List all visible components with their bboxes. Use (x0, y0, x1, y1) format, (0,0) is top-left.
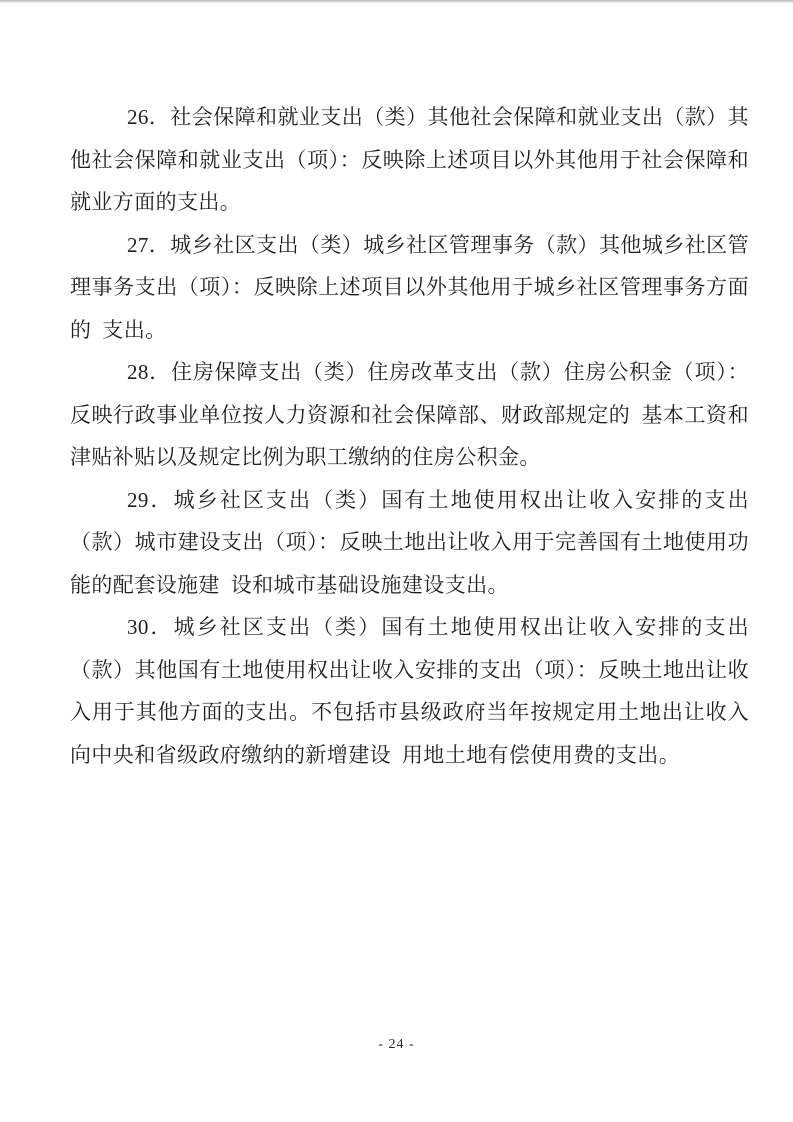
body-text (70, 96, 749, 776)
paragraph-27: 27．城乡社区支出（类）城乡社区管理事务（款）其他城乡社区管理事务支出（项）：反映除上述项目以外其他用于城乡社区管理事务方面的 支出。 (70, 232, 749, 342)
scan-edge-artifact (0, 0, 793, 3)
paragraph-29: 29．城乡社区支出（类）国有土地使用权出让收入安排的支出（款）城市建设支出（项）：反映土地出让收入用于完善国有土地使用功能的配套设施建 设和城市基础设施建设支出。 (70, 487, 749, 597)
page-number: - 24 - (378, 1037, 415, 1052)
paragraph-28: 28．住房保障支出（类）住房改革支出（款）住房公积金（项）：反映行政事业单位按人力资源和社会保障部、财政部规定的 基本工资和津贴补贴以及规定比例为职工缴纳的住房公积金。 (70, 360, 749, 469)
paragraph-26: 26．社会保障和就业支出（类）其他社会保障和就业支出（款）其他社会保障和就业支出（项）：反映除上述项目以外其他用于社会保障和就业方面的支出。 (70, 105, 749, 214)
paragraph-30: 30．城乡社区支出（类）国有土地使用权出让收入安排的支出（款）其他国有土地使用权出让收入安排的支出（项）：反映土地出让收入用于其他方面的支出。不包括市县级政府当年按规定用土地出让收入向中央和省级政府缴纳的新增建设 用地土地有偿使用费的支出。 (70, 615, 749, 767)
